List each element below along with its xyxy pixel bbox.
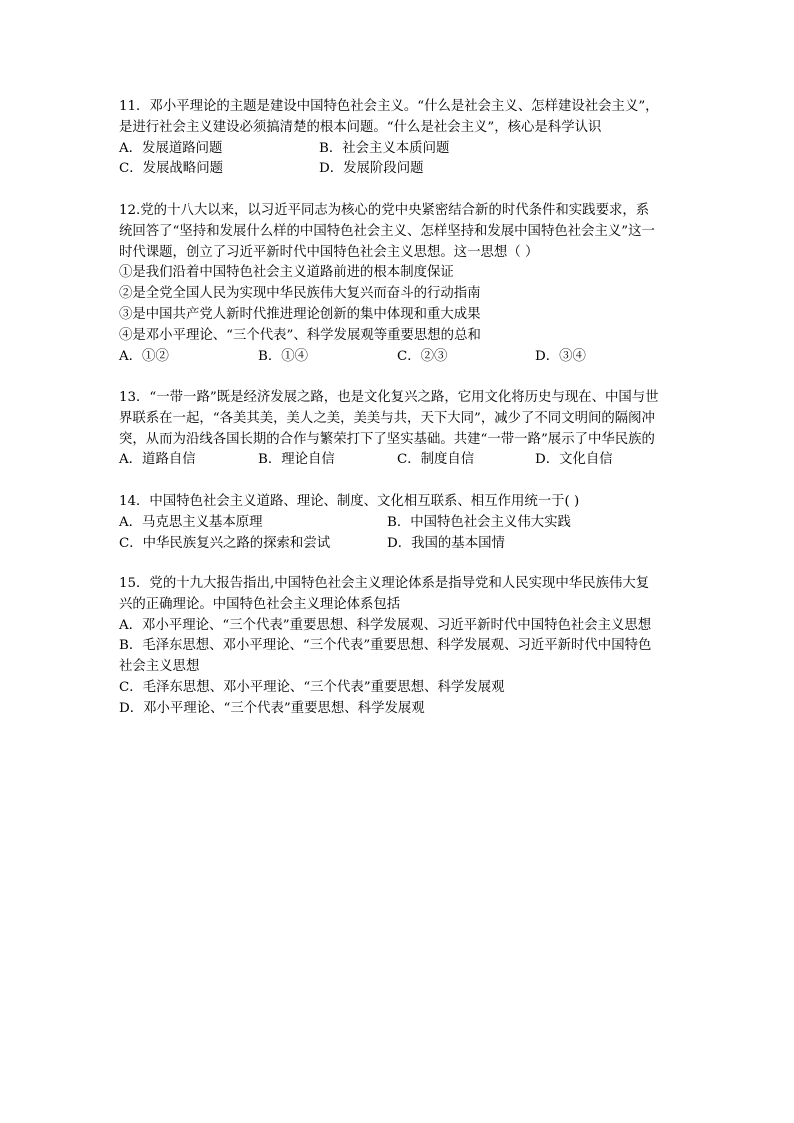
option-c: C．中华民族复兴之路的探索和尝试 (119, 535, 331, 551)
option-b-continued: 社会主义思想 (119, 659, 200, 675)
option-row (119, 139, 689, 160)
statement-3: ③是中国共产党人新时代推进理论创新的集中体现和重大成果 (119, 306, 481, 322)
question-12 (119, 201, 689, 367)
option-b: B．①④ (258, 348, 309, 364)
option-c: C．毛泽东思想、邓小平理论、“三个代表”重要思想、科学发展观 (119, 679, 505, 695)
option-a: A．邓小平理论、“三个代表”重要思想、科学发展观、习近平新时代中国特色社会主义思想 (119, 617, 652, 633)
question-stem-line: 12.党的十八大以来，以习近平同志为核心的党中央紧密结合新的时代条件和实践要求，系 (119, 203, 650, 218)
statement-4: ④是邓小平理论、“三个代表”、科学发展观等重要思想的总和 (119, 327, 481, 343)
question-stem-line: 界联系在一起，“各美其美，美人之美，美美与共，天下大同”，减少了不同文明间的隔阂冲 (119, 410, 655, 426)
option-d: D．我国的基本国情 (387, 535, 505, 551)
option-a: A．①② (119, 348, 169, 364)
question-13 (119, 388, 689, 471)
option-d: D．文化自信 (535, 452, 613, 468)
option-a: A．马克思主义基本原理 (119, 514, 263, 530)
question-stem-line: 时代课题，创立了习近平新时代中国特色社会主义思想。这一思想（ ） (119, 244, 539, 260)
option-c: C．发展战略问题 (119, 161, 223, 177)
option-d: D．邓小平理论、“三个代表”重要思想、科学发展观 (119, 700, 425, 716)
statement-2: ②是全党全国人民为实现中华民族伟大复兴而奋斗的行动指南 (119, 286, 481, 302)
question-stem-line: 14．中国特色社会主义道路、理论、制度、文化相互联系、相互作用统一于( ) (119, 494, 580, 509)
question-11 (119, 97, 689, 180)
option-d: D．③④ (535, 348, 586, 364)
question-stem-line: 15．党的十九大报告指出,中国特色社会主义理论体系是指导党和人民实现中华民族伟大复 (119, 576, 650, 591)
statement-1: ①是我们沿着中国特色社会主义道路前进的根本制度保证 (119, 265, 454, 281)
option-c: C．②③ (397, 348, 448, 364)
question-stem-line: 突，从而为沿线各国长期的合作与繁荣打下了坚实基础。共建“一带一路”展示了中华民族的 (119, 431, 655, 447)
option-a: A．道路自信 (119, 452, 196, 468)
option-d: D．发展阶段问题 (319, 161, 424, 177)
option-row (119, 513, 689, 534)
option-b: B．社会主义本质问题 (319, 140, 450, 156)
option-b: B．毛泽东思想、邓小平理论、“三个代表”重要思想、科学发展观、习近平新时代中国特色 (119, 638, 652, 654)
option-b: B．理论自信 (258, 452, 335, 468)
question-stem-line: 11．邓小平理论的主题是建设中国特色社会主义。“什么是社会主义、怎样建设社会主义”， (119, 99, 659, 114)
option-a: A．发展道路问题 (119, 140, 223, 156)
option-row (119, 347, 689, 368)
option-c: C．制度自信 (397, 452, 475, 468)
question-stem-line: 是进行社会主义建设必须搞清楚的根本问题。“什么是社会主义”，核心是科学认识 (119, 119, 602, 135)
option-b: B．中国特色社会主义伟大实践 (387, 514, 571, 530)
question-stem-line: 13．“一带一路”既是经济发展之路，也是文化复兴之路，它用文化将历史与现在、中国与世 (119, 390, 659, 405)
option-row (119, 159, 689, 180)
question-stem-line: 兴的正确理论。中国特色社会主义理论体系包括 (119, 596, 401, 612)
question-stem-line: 统回答了“坚持和发展什么样的中国特色社会主义、怎样坚持和发展中国特色社会主义”这一 (119, 223, 655, 239)
option-row (119, 534, 689, 555)
question-15 (119, 574, 689, 720)
question-14 (119, 492, 689, 554)
option-row (119, 450, 689, 471)
